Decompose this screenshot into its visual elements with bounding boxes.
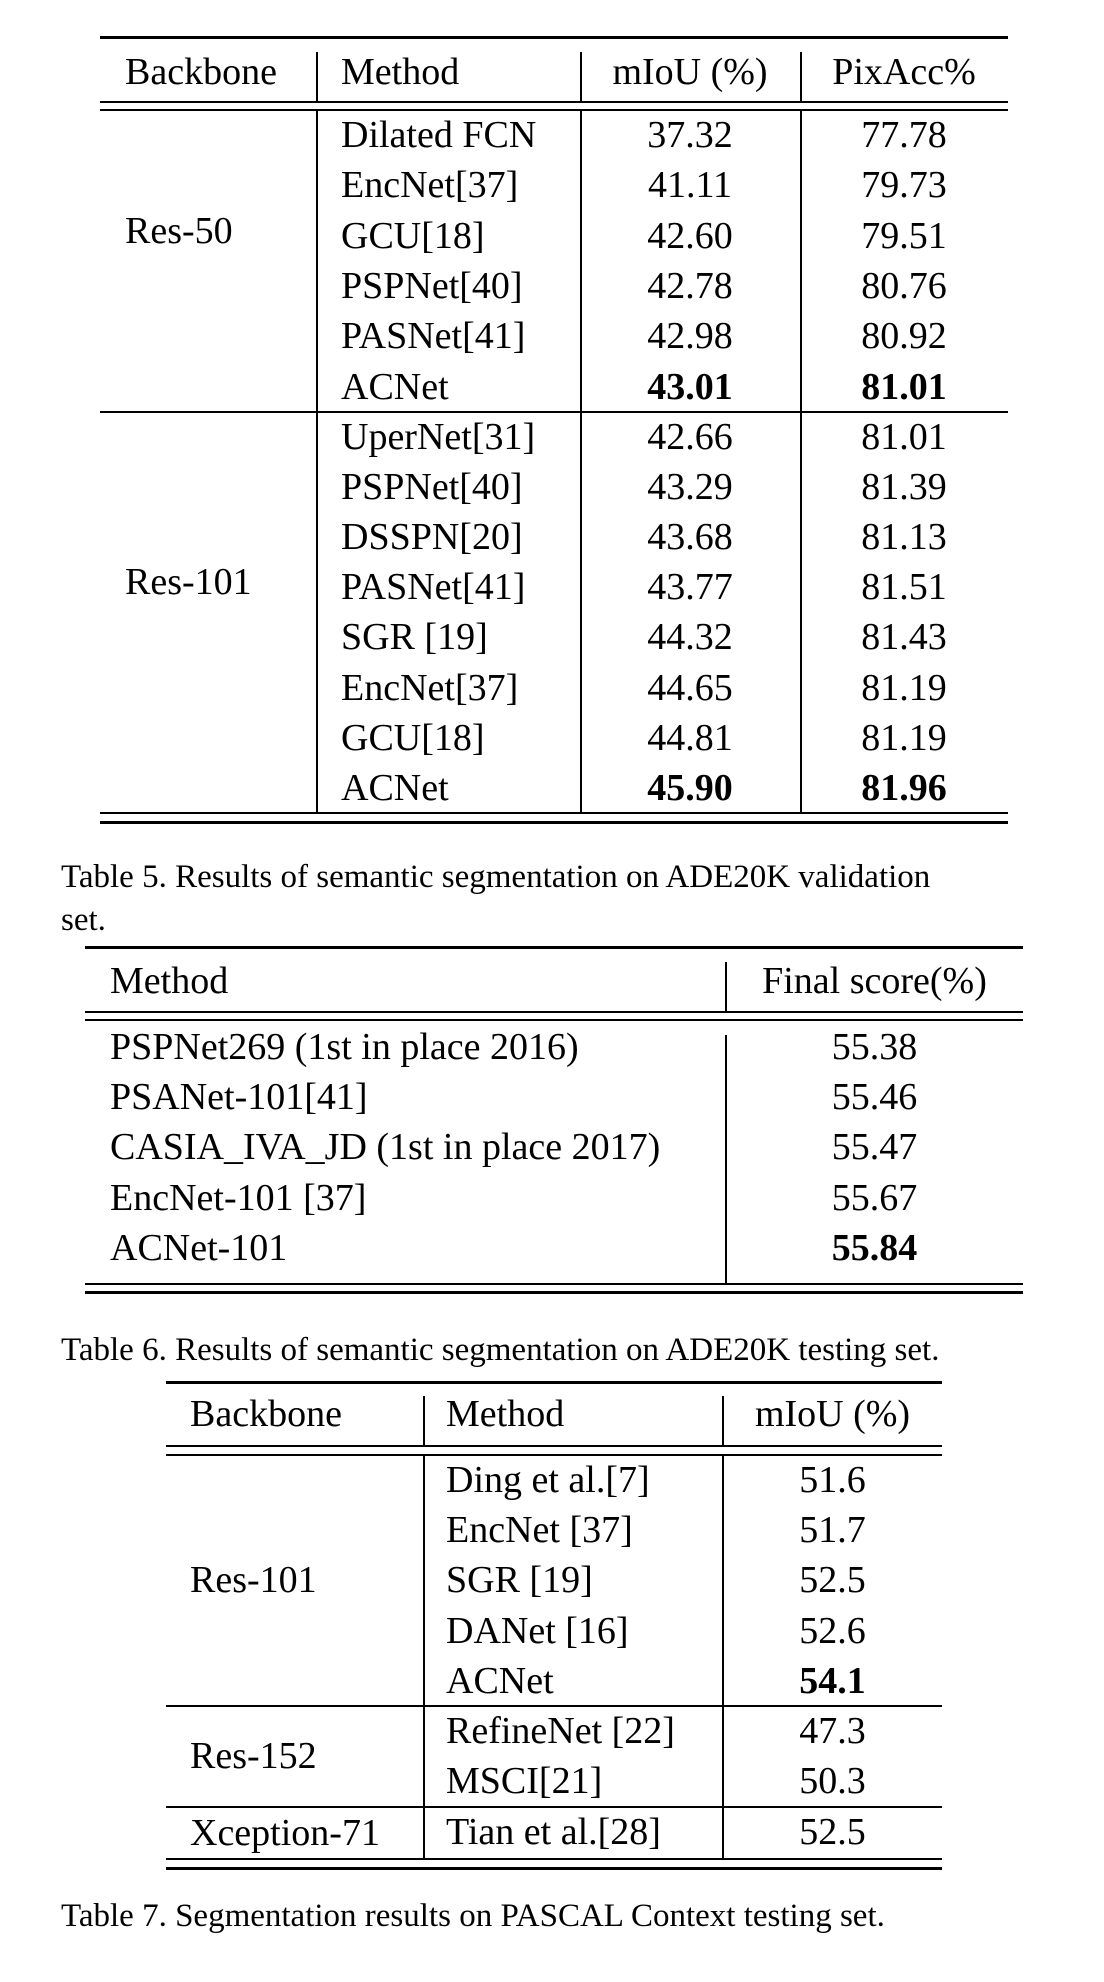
column-divider	[423, 1455, 425, 1859]
miou-cell: 43.29	[647, 466, 733, 509]
method-cell: EncNet[37]	[341, 164, 519, 207]
header-backbone: Backbone	[190, 1393, 342, 1435]
bottom-rule	[85, 1283, 1023, 1285]
pixacc-cell: 81.13	[861, 516, 947, 559]
miou-cell: 52.5	[799, 1811, 866, 1853]
top-rule	[100, 36, 1008, 39]
method-cell: DANet [16]	[446, 1609, 629, 1652]
column-divider	[423, 1396, 425, 1446]
header-miou: mIoU (%)	[754, 1393, 911, 1435]
miou-cell: 47.3	[799, 1710, 866, 1752]
method-cell: Dilated FCN	[341, 114, 537, 156]
table-6-caption: Table 6. Results of semantic segmentation on ADE20K testing set.	[61, 1332, 940, 1368]
method-cell: UperNet[31]	[341, 416, 536, 458]
method-cell: PASNet[41]	[341, 315, 526, 358]
miou-cell: 54.1	[799, 1659, 866, 1702]
method-cell: EncNet-101 [37]	[110, 1176, 367, 1219]
score-cell: 55.46	[831, 1076, 918, 1119]
miou-cell: 43.01	[647, 365, 733, 408]
miou-cell: 43.68	[647, 516, 733, 559]
pixacc-cell: 81.39	[861, 466, 947, 509]
method-cell: Tian et al.[28]	[446, 1811, 661, 1853]
column-divider	[316, 110, 318, 813]
miou-cell: 44.65	[647, 666, 733, 709]
bottom-rule	[85, 1291, 1023, 1294]
miou-cell: 42.66	[647, 416, 733, 458]
miou-cell: 51.6	[799, 1459, 866, 1501]
header-method: Method	[110, 960, 229, 1002]
pixacc-cell: 80.76	[861, 264, 947, 307]
backbone-label: Res-50	[125, 210, 233, 252]
miou-cell: 51.7	[799, 1509, 866, 1552]
column-divider	[316, 52, 318, 102]
table-7-caption: Table 7. Segmentation results on PASCAL Context testing set.	[61, 1898, 885, 1934]
method-cell: Ding et al.[7]	[446, 1459, 650, 1501]
method-cell: MSCI[21]	[446, 1760, 603, 1803]
method-cell: DSSPN[20]	[341, 516, 523, 559]
top-rule	[85, 946, 1023, 949]
pixacc-cell: 81.19	[861, 666, 947, 709]
header-miou: mIoU (%)	[612, 51, 768, 93]
miou-cell: 44.32	[647, 616, 733, 659]
pixacc-cell: 81.01	[861, 416, 947, 458]
method-cell: SGR [19]	[446, 1559, 593, 1602]
miou-cell: 41.11	[647, 164, 733, 207]
miou-cell: 37.32	[647, 114, 733, 156]
top-rule	[166, 1381, 942, 1384]
method-cell: EncNet[37]	[341, 666, 519, 709]
miou-cell: 42.98	[647, 315, 733, 358]
header-rule	[85, 1019, 1023, 1021]
score-cell: 55.47	[831, 1126, 918, 1169]
header-pixacc: PixAcc%	[832, 51, 976, 93]
miou-cell: 52.6	[799, 1609, 866, 1652]
method-cell: CASIA_IVA_JD (1st in place 2017)	[110, 1126, 661, 1169]
pixacc-cell: 79.51	[861, 214, 947, 257]
bottom-rule	[100, 821, 1008, 824]
table-5-caption: Table 5. Results of semantic segmentation on ADE20K validation	[61, 859, 931, 895]
backbone-label: Res-101	[190, 1559, 317, 1601]
pixacc-cell: 81.43	[861, 616, 947, 659]
score-cell: 55.84	[831, 1226, 918, 1269]
score-cell: 55.67	[831, 1176, 918, 1219]
backbone-label: Res-101	[125, 561, 252, 603]
score-cell: 55.38	[831, 1026, 918, 1068]
method-cell: PASNet[41]	[341, 566, 526, 609]
method-cell: SGR [19]	[341, 616, 488, 659]
bottom-rule	[166, 1867, 942, 1870]
miou-cell: 50.3	[799, 1760, 866, 1803]
pixacc-cell: 79.73	[861, 164, 947, 207]
method-cell: GCU[18]	[341, 716, 485, 759]
miou-cell: 43.77	[647, 566, 733, 609]
method-cell: PSPNet[40]	[341, 466, 523, 509]
pixacc-cell: 77.78	[861, 114, 947, 156]
pixacc-cell: 80.92	[861, 315, 947, 358]
header-rule	[166, 1445, 942, 1447]
pixacc-cell: 81.96	[861, 766, 947, 809]
miou-cell: 45.90	[647, 766, 733, 809]
bottom-rule	[166, 1858, 942, 1860]
header-method: Method	[446, 1393, 565, 1435]
header-backbone: Backbone	[125, 51, 277, 93]
method-cell: PSPNet[40]	[341, 264, 523, 307]
method-cell: ACNet	[341, 766, 449, 809]
pixacc-cell: 81.19	[861, 716, 947, 759]
backbone-label: Xception-71	[190, 1812, 380, 1854]
backbone-label: Res-152	[190, 1735, 317, 1777]
header-method: Method	[341, 51, 460, 93]
method-cell: ACNet	[341, 365, 449, 408]
miou-cell: 44.81	[647, 716, 733, 759]
header-final-score: Final score(%)	[762, 960, 987, 1002]
method-cell: EncNet [37]	[446, 1509, 633, 1552]
method-cell: PSPNet269 (1st in place 2016)	[110, 1026, 579, 1068]
header-rule	[85, 1011, 1023, 1013]
method-cell: ACNet	[446, 1659, 554, 1702]
method-cell: RefineNet [22]	[446, 1710, 675, 1752]
miou-cell: 42.60	[647, 214, 733, 257]
pixacc-cell: 81.01	[861, 365, 947, 408]
method-cell: PSANet-101[41]	[110, 1076, 368, 1119]
header-rule	[100, 101, 1008, 103]
method-cell: ACNet-101	[110, 1226, 288, 1269]
method-cell: GCU[18]	[341, 214, 485, 257]
miou-cell: 52.5	[799, 1559, 866, 1602]
miou-cell: 42.78	[647, 264, 733, 307]
table-5-caption-cont: set.	[61, 902, 106, 938]
pixacc-cell: 81.51	[861, 566, 947, 609]
